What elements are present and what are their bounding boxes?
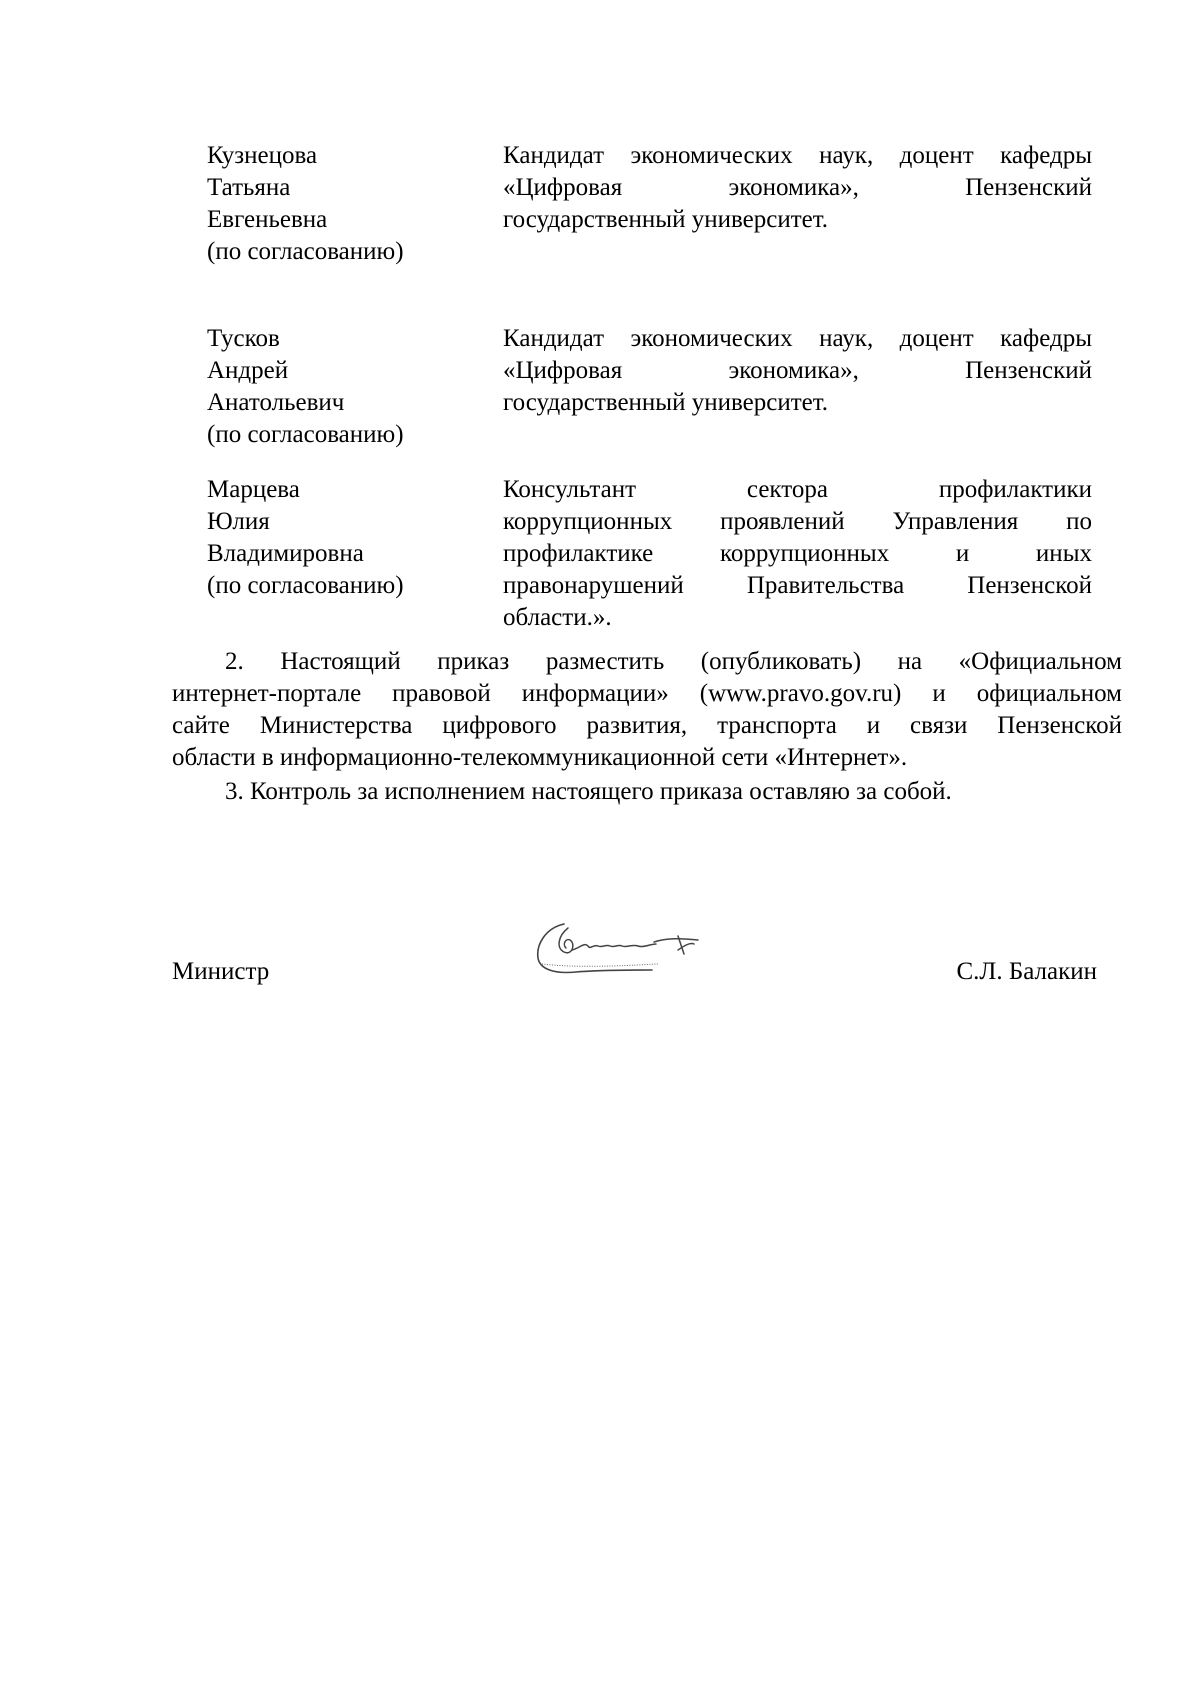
name-line: (по согласованию) (207, 238, 404, 265)
name-line: (по согласованию) (207, 572, 404, 599)
role-line: Кандидат экономических наук, доцент кафедры (503, 142, 1092, 169)
signatory-title: Министр (172, 958, 270, 985)
member-role (503, 323, 1092, 419)
paragraph-line: сайте Министерства цифрового развития, транспорта и связи Пензенской (172, 712, 1122, 739)
member-name (207, 474, 487, 602)
paragraph-control (172, 776, 1122, 808)
signatory-name: С.Л. Балакин (956, 958, 1097, 985)
name-line: (по согласованию) (207, 421, 404, 448)
role-line: правонарушений Правительства Пензенской (503, 572, 1092, 599)
role-line: «Цифровая экономика», Пензенский (503, 174, 1092, 201)
member-role (503, 140, 1092, 236)
name-line: Андрей (207, 357, 289, 384)
name-line: Кузнецова (207, 142, 318, 169)
member-role (503, 474, 1092, 634)
paragraph-line: интернет-портале правовой информации» (www.pravo.gov.ru) и официальном (172, 680, 1122, 707)
name-line: Юлия (207, 508, 270, 535)
role-line: профилактике коррупционных и иных (503, 540, 1092, 567)
name-line: Владимировна (207, 540, 364, 567)
paragraph-line: 2. Настоящий приказ разместить (опубликовать) на «Официальном (225, 648, 1122, 675)
name-line: Тусков (207, 325, 280, 352)
role-line: государственный университет. (503, 206, 829, 233)
signature-row (172, 956, 1097, 996)
name-line: Евгеньевна (207, 206, 328, 233)
name-line: Марцева (207, 476, 300, 503)
role-line: государственный университет. (503, 389, 829, 416)
paragraph-line: 3. Контроль за исполнением настоящего приказа оставляю за собой. (225, 778, 952, 805)
role-line: «Цифровая экономика», Пензенский (503, 357, 1092, 384)
member-name (207, 140, 487, 268)
role-line: Консультант сектора профилактики (503, 476, 1092, 503)
paragraph-line: области в информационно-телекоммуникационной сети «Интернет». (172, 744, 908, 771)
role-line: Кандидат экономических наук, доцент кафедры (503, 325, 1092, 352)
name-line: Татьяна (207, 174, 291, 201)
role-line: области.». (503, 604, 612, 631)
paragraph-publication (172, 646, 1122, 774)
name-line: Анатольевич (207, 389, 345, 416)
role-line: коррупционных проявлений Управления по (503, 508, 1092, 535)
member-name (207, 323, 487, 451)
